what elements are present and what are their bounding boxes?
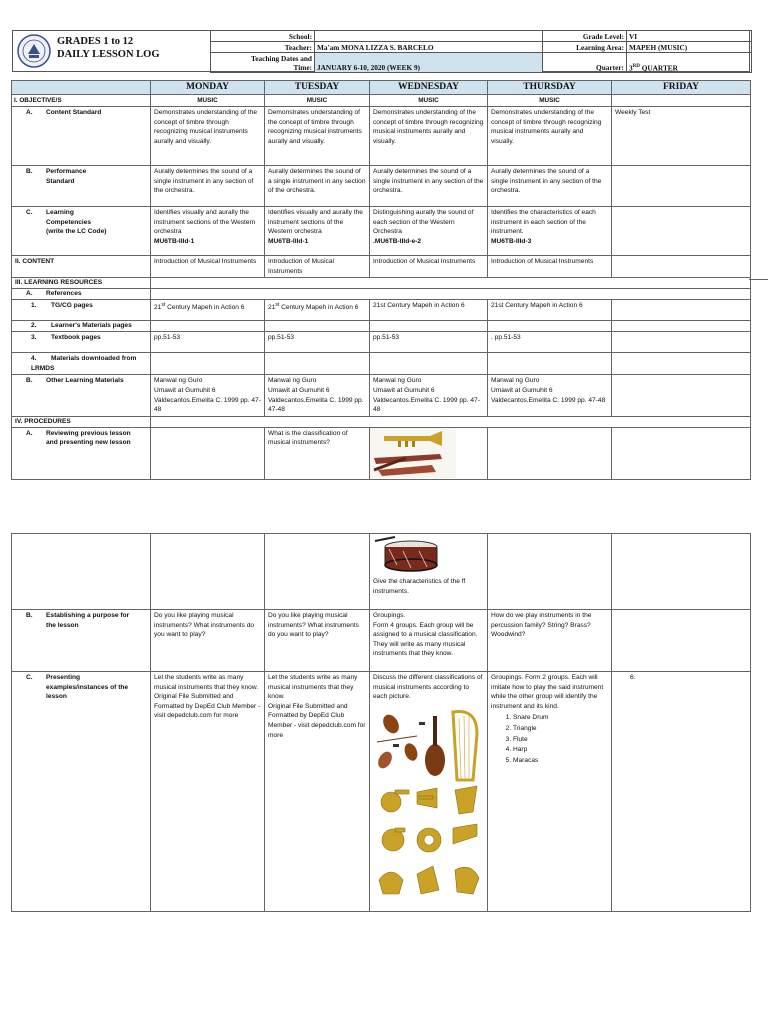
content-tue: Introduction of Musical Instruments [265,256,370,278]
performance-fri [612,166,751,207]
review-cont-mon [151,534,265,610]
drum-image [373,535,443,577]
list-item: 4. Harp [513,745,608,756]
competencies-wed-code: .MU6TB-IIId-e-2 [373,237,421,245]
other-wed [370,375,488,416]
teacher-label: Teacher: [211,42,315,53]
content-standard-tue: Demonstrates understanding of the concept of timbre through recognizing musical instruments aurally and visually. [265,107,370,166]
learning-resources-span [151,278,751,289]
list-item: 3. Flute [513,735,608,746]
stray-border-line [749,279,768,280]
presenting-text-2: examples/instances of the [46,683,129,691]
subject-friday [612,95,751,107]
other-thu-2: Umawit at Gumuhit 6 [491,386,553,394]
review-continued-row [12,534,751,610]
day-header-row [12,81,751,95]
quarter-number: 3 [629,63,633,72]
content-standard-label [12,107,151,166]
content-section: II. CONTENT [12,256,151,278]
references-label [12,289,151,300]
content-thu: Introduction of Musical Instruments [488,256,612,278]
lesson-log-table-page1 [11,80,751,480]
brass-instruments-image [373,784,485,899]
lrmds-text-2: LRMDS [31,364,55,372]
performance-text-2: Standard [46,177,75,185]
presenting-thu-text: Groupings. Form 2 groups. Each will imitate how to play the said instrument while the other group will identify the instrument and its kind. [491,674,604,710]
lrmds-key: 4. [31,355,37,363]
tg-cg-label [12,300,151,321]
review-cont-tue [265,534,370,610]
other-key: B. [26,377,33,385]
other-tue [265,375,370,416]
content-standard-row [12,107,751,166]
review-row [12,427,751,479]
textbook-mon: pp.51-53 [151,332,265,353]
review-mon [151,427,265,479]
lm-text: Learner's Materials pages [51,322,132,330]
list-item: 1. Snare Drum [513,713,608,724]
tg-mon-post: Century Mapeh in Action 6 [165,304,245,312]
content-standard-key: A. [26,109,33,116]
learning-resources-row [12,278,751,289]
content-fri [612,256,751,278]
performance-text-1: Performance [46,168,87,175]
tg-mon-pre: 21 [154,304,162,312]
tg-tue-sup: st [275,302,280,309]
purpose-key: B. [26,612,33,619]
other-thu-1: Manwal ng Guro [491,377,540,385]
review-thu [488,427,612,479]
lm-thu [488,321,612,332]
performance-mon: Aurally determines the sound of a single instrument in any section of the orchestra. [151,166,265,207]
purpose-text-1: Establishing a purpose for [46,612,130,619]
other-materials-label [12,375,151,416]
objectives-section: I. OBJECTIVE/S [12,95,151,107]
textbook-key: 3. [31,334,37,342]
teaching-dates-label [211,53,315,73]
teaching-dates-label-1: Teaching Dates and [251,53,312,63]
list-item: 5. Maracas [513,756,608,767]
tg-cg-row [12,300,751,321]
competencies-row [12,207,751,256]
competencies-text-3: (write the LC Code) [46,228,107,236]
review-cont-wed [370,534,488,610]
lrmds-fri [612,353,751,375]
review-fri [612,427,751,479]
lrmds-wed [370,353,488,375]
learners-materials-label [12,321,151,332]
textbook-wed: pp.51-53 [370,332,488,353]
tg-tue-post: Century Mapeh in Action 6 [279,304,359,312]
subject-monday: MUSIC [151,95,265,107]
other-tue-1: Manwal ng Guro [268,377,317,385]
teaching-dates-label-2: Time: [293,62,312,72]
tg-mon-sup: st [161,302,166,309]
quarter-label: Quarter: [543,53,627,73]
purpose-fri [612,610,751,672]
other-tue-3: Valdecantos.Emelita C. 1999 pp. 47-48 [268,396,364,414]
content-wed: Introduction of Musical Instruments [370,256,488,278]
competencies-label [12,207,151,256]
header-info-grid [210,30,752,73]
review-key: A. [26,429,33,437]
content-standard-wed: Demonstrates understanding of the concept of timbre through recognizing musical instruments aurally and visually. [370,107,488,166]
content-standard-mon: Demonstrates understanding of the concept of timbre through recognizing musical instruments aurally and visually. [151,107,265,166]
review-cont-fri [612,534,751,610]
learning-area-value: MAPEH (MUSIC) [627,42,752,53]
competencies-tue [265,207,370,256]
tg-cg-fri [612,300,751,321]
other-wed-3: Valdecantos.Emelita C. 1999 pp. 47-48 [373,396,480,414]
other-text: Other Learning Materials [46,377,124,385]
references-span [151,289,751,300]
textbook-fri [612,332,751,353]
lm-wed [370,321,488,332]
learners-materials-row [12,321,751,332]
competencies-text-1: Learning [46,209,74,216]
presenting-label [12,672,151,912]
textbook-thu: . pp.51-53 [488,332,612,353]
procedures-span [151,416,751,427]
purpose-tue: Do you like playing musical instruments? What instruments do you want to play? [265,610,370,672]
other-mon [151,375,265,416]
lm-tue [265,321,370,332]
day-friday: FRIDAY [612,81,751,95]
learning-resources-section: III. LEARNING RESOURCES [12,278,151,289]
lrmds-tue [265,353,370,375]
presenting-thu [488,672,612,912]
purpose-label [12,610,151,672]
other-mon-1: Manwal ng Guro [154,377,203,385]
presenting-row [12,672,751,912]
review-tue: What is the classification of musical instruments? [265,427,370,479]
competencies-mon [151,207,265,256]
lm-mon [151,321,265,332]
lesson-log-table-page2 [11,533,751,912]
presenting-key: C. [26,674,33,681]
performance-thu: Aurally determines the sound of a single instrument in any section of the orchestra. [488,166,612,207]
grade-level-value: VI [627,31,752,42]
school-value [315,31,543,42]
performance-key: B. [26,168,33,175]
other-wed-2: Umawit at Gumuhit 6 [373,386,435,394]
purpose-thu: How do we play instruments in the percussion family? String? Brass? Woodwind? [488,610,612,672]
lrmds-thu [488,353,612,375]
tg-cg-thu: 21st Century Mapeh in Action 6 [488,300,612,321]
school-label: School: [211,31,315,42]
teacher-value: Ma'am MONA LIZZA S. BARCELO [315,42,543,53]
content-standard-thu: Demonstrates understanding of the concept of timbre through recognizing musical instruments aurally and visually. [488,107,612,166]
tg-tue-pre: 21 [268,304,276,312]
tg-cg-text: TG/CG pages [51,302,93,310]
deped-seal-icon [17,34,51,68]
presenting-text-3: lesson [46,693,67,701]
review-wed [370,427,488,479]
review-text-1: Reviewing previous lesson [46,429,131,437]
content-mon: Introduction of Musical Instruments [151,256,265,278]
tg-cg-mon [151,300,265,321]
presenting-mon: Let the students write as many musical instruments that they know. Original File Submitted and Formatted by DepEd Club Member - visit depedclub.com for more [151,672,265,912]
review-wed-characteristics: Give the characteristics of the ff instruments. [373,578,466,595]
lm-fri [612,321,751,332]
quarter-word: QUARTER [639,63,678,72]
tg-cg-key: 1. [31,302,37,310]
content-standard-text: Content Standard [46,109,102,116]
purpose-wed: Groupings. Form 4 groups. Each group will be assigned to a musical classification. They will write as many musical instruments that they know. [370,610,488,672]
other-materials-row [12,375,751,416]
tg-cg-wed: 21st Century Mapeh in Action 6 [370,300,488,321]
review-cont-label [12,534,151,610]
purpose-row [12,610,751,672]
competencies-thu-text: Identifies the characteristics of each instrument in each section of the instrument. [491,209,596,236]
string-instruments-image [373,704,485,784]
competencies-tue-code: MU6TB-IIId-1 [268,237,309,245]
day-thursday: THURSDAY [488,81,612,95]
teaching-dates-value: JANUARY 6-10, 2020 (WEEK 9) [315,53,543,73]
title-line-2: DAILY LESSON LOG [57,49,160,60]
lrmds-label [12,353,151,375]
purpose-mon: Do you like playing musical instruments? What instruments do you want to play? [151,610,265,672]
grade-level-label: Grade Level: [543,31,627,42]
references-row [12,289,751,300]
performance-tue: Aurally determines the sound of a single instrument in any section of the orchestra. [265,166,370,207]
list-item: 2. Triangle [513,724,608,735]
other-thu [488,375,612,416]
competencies-thu [488,207,612,256]
subject-tuesday: MUSIC [265,95,370,107]
review-text-2: and presenting new lesson [46,439,131,447]
day-tuesday: TUESDAY [265,81,370,95]
other-thu-3: Valdecantos.Emelita C. 1999 pp. 47-48 [491,396,606,404]
performance-wed: Aurally determines the sound of a single instrument in any section of the orchestra. [370,166,488,207]
header [12,30,750,72]
competencies-mon-code: MU6TB-IIId-1 [154,237,195,245]
content-row [12,256,751,278]
competencies-wed [370,207,488,256]
quarter-suffix: RD [632,63,640,69]
review-cont-thu [488,534,612,610]
presenting-fri: 6. [612,672,751,912]
presenting-wed-text: Discuss the different classifications of musical instruments according to each picture. [373,674,483,701]
references-text: References [46,290,82,298]
lrmds-mon [151,353,265,375]
day-wednesday: WEDNESDAY [370,81,488,95]
subject-wednesday: MUSIC [370,95,488,107]
references-key: A. [26,290,33,298]
textbook-row [12,332,751,353]
content-standard-fri: Weekly Test [612,107,751,166]
other-fri [612,375,751,416]
trumpet-and-woodwind-image [370,428,456,478]
competencies-thu-code: MU6TB-IIId-3 [491,237,532,245]
review-label [12,427,151,479]
procedures-row [12,416,751,427]
presenting-tue: Let the students write as many musical instruments that they know. Original File Submitted and Formatted by DepEd Club Member - visit depedclub.com for more [265,672,370,912]
subject-row [12,95,751,107]
other-mon-2: Umawit at Gumuhit 6 [154,386,216,394]
instrument-list [491,713,608,766]
presenting-wed [370,672,488,912]
day-monday: MONDAY [151,81,265,95]
lrmds-row [12,353,751,375]
other-mon-3: Valdecantos.Emelita C. 1999 pp. 47-48 [154,396,261,414]
subject-thursday: MUSIC [488,95,612,107]
textbook-text: Textbook pages [51,334,101,342]
competencies-wed-text: Distinguishing aurally the sound of each section of the Western Orchestra [373,209,474,236]
competencies-tue-text: Identifies visually and aurally the instrument sections of the Western orchestra [268,209,363,236]
title-line-1: GRADES 1 to 12 [57,36,134,47]
textbook-tue: pp.51-53 [265,332,370,353]
performance-standard-row [12,166,751,207]
procedures-section: IV. PROCEDURES [12,416,151,427]
performance-standard-label [12,166,151,207]
competencies-fri [612,207,751,256]
other-wed-1: Manwal ng Guro [373,377,422,385]
presenting-text-1: Presenting [46,674,81,681]
other-tue-2: Umawit at Gumuhit 6 [268,386,330,394]
lrmds-text-1: Materials downloaded from [51,355,137,363]
purpose-text-2: the lesson [46,621,79,629]
textbook-label [12,332,151,353]
quarter-value [627,53,752,73]
corner-cell [12,81,151,95]
tg-cg-tue [265,300,370,321]
competencies-text-2: Competencies [46,218,92,226]
competencies-key: C. [26,209,33,216]
learning-area-label: Learning Area: [543,42,627,53]
lm-key: 2. [31,322,37,330]
competencies-mon-text: Identifies visually and aurally the instrument sections of the Western orchestra [154,209,256,236]
